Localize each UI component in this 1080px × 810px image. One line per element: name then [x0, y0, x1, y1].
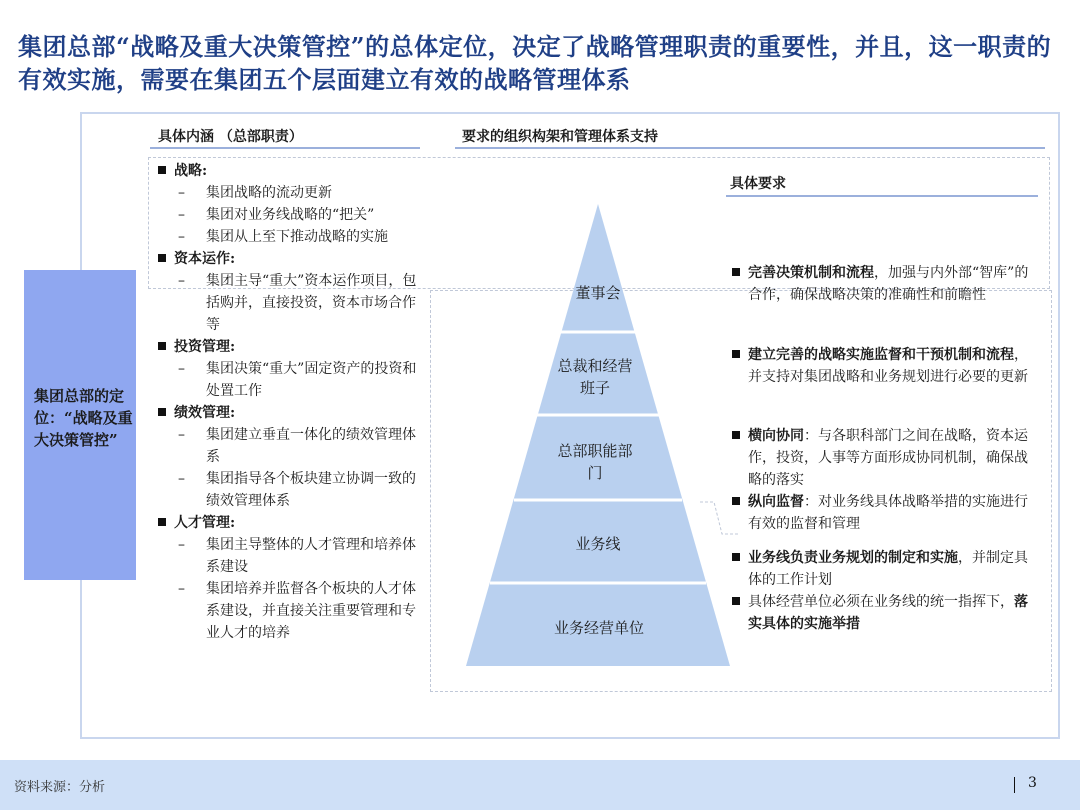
req-bold: 落实具体的实施举措: [748, 594, 1028, 632]
responsibility-section: [158, 402, 418, 424]
responsibility-item: – 集团主导“重大”资本运作项目，包括购并，直接投资，资本市场合作等: [178, 273, 417, 333]
responsibility-title: 战略:: [174, 163, 208, 179]
bullet-icon: [158, 166, 166, 174]
requirement-board: [732, 262, 1037, 306]
req-text: ，并制定具体的工作计划: [748, 550, 1028, 588]
page-number: 3: [1028, 775, 1037, 791]
page-divider: [1014, 777, 1015, 793]
right-header-rule: [455, 147, 1045, 149]
pyramid-level-management: 总裁和经营班子: [557, 357, 633, 397]
req-text: ，加强与内外部“智库”的合作，确保战略决策的准确性和前瞻性: [748, 265, 1029, 303]
responsibility-section: [158, 512, 418, 534]
bullet-icon: [732, 553, 740, 561]
bullet-icon: [158, 408, 166, 416]
bullet-icon: [158, 342, 166, 350]
responsibility-title: 资本运作:: [174, 251, 236, 267]
requirements-header: 具体要求: [730, 176, 786, 192]
bullet-icon: [732, 431, 740, 439]
requirement-business: [732, 547, 1037, 635]
pyramid-level-units: 业务经营单位: [553, 619, 644, 637]
responsibility-section: [158, 248, 418, 270]
position-text: 集团总部的定位：“战略及重大决策管控”: [34, 387, 133, 449]
requirement-functions: [732, 425, 1037, 535]
pyramid-shape: [466, 204, 730, 666]
left-column-header: 具体内涵 （总部职责）: [158, 129, 303, 145]
left-header-rule: [150, 147, 420, 149]
responsibility-item: – 集团建立垂直一体化的绩效管理体系: [178, 427, 416, 465]
bullet-icon: [158, 254, 166, 262]
responsibility-item: – 集团决策“重大”固定资产的投资和处置工作: [178, 361, 417, 399]
bullet-icon: [732, 268, 740, 276]
responsibility-item: – 集团对业务线战略的“把关”: [178, 207, 375, 223]
responsibility-item: – 集团从上至下推动战略的实施: [178, 229, 388, 245]
bullet-icon: [732, 350, 740, 358]
pyramid-level-board: 董事会: [575, 284, 621, 302]
responsibility-item: – 集团战略的流动更新: [178, 185, 332, 201]
responsibility-item: – 集团主导整体的人才管理和培养体系建设: [178, 537, 416, 575]
business-connector: [700, 500, 740, 540]
bullet-icon: [158, 518, 166, 526]
responsibility-title: 绩效管理:: [174, 405, 236, 421]
req-text: ，并支持对集团战略和业务规划进行必要的更新: [748, 347, 1028, 385]
req-bold: 完善决策机制和流程: [748, 265, 874, 281]
responsibilities-list: [158, 160, 418, 644]
req-text: ：与各职科部门之间在战略，资本运作，投资，人事等方面形成协同机制，确保战略的落实: [748, 428, 1028, 488]
req-text: 具体经营单位必须在业务线的统一指挥下，: [748, 594, 1014, 610]
responsibility-title: 投资管理:: [174, 339, 236, 355]
source-note: 资料来源：分析: [14, 780, 106, 795]
req-bold: 业务线负责业务规划的制定和实施: [748, 550, 958, 566]
slide-title: 集团总部“战略及重大决策管控”的总体定位，决定了战略管理职责的重要性，并且，这一职责的有效实施，需要在集团五个层面建立有效的战略管理体系: [18, 32, 1052, 94]
responsibility-item: – 集团培养并监督各个板块的人才体系建设，并直接关注重要管理和专业人才的培养: [178, 581, 416, 641]
req-bold: 纵向监督: [748, 494, 804, 510]
pyramid-level-business-line: 业务线: [575, 535, 621, 553]
pyramid-level-functions: 总部职能部门: [557, 442, 633, 482]
bullet-icon: [732, 597, 740, 605]
footer-bar: [0, 760, 1080, 810]
responsibility-section: [158, 160, 418, 182]
responsibility-section: [158, 336, 418, 358]
requirement-management: [732, 344, 1037, 388]
responsibility-item: – 集团指导各个板块建立协调一致的绩效管理体系: [178, 471, 416, 509]
requirements-rule: [726, 195, 1038, 197]
req-bold: 横向协同: [748, 428, 804, 444]
pyramid-diagram: [460, 200, 740, 670]
responsibility-title: 人才管理:: [174, 515, 236, 531]
right-column-header: 要求的组织构架和管理体系支持: [462, 129, 658, 145]
req-bold: 建立完善的战略实施监督和干预机制和流程: [748, 347, 1014, 363]
req-text: ：对业务线具体战略举措的实施进行有效的监督和管理: [748, 494, 1028, 532]
